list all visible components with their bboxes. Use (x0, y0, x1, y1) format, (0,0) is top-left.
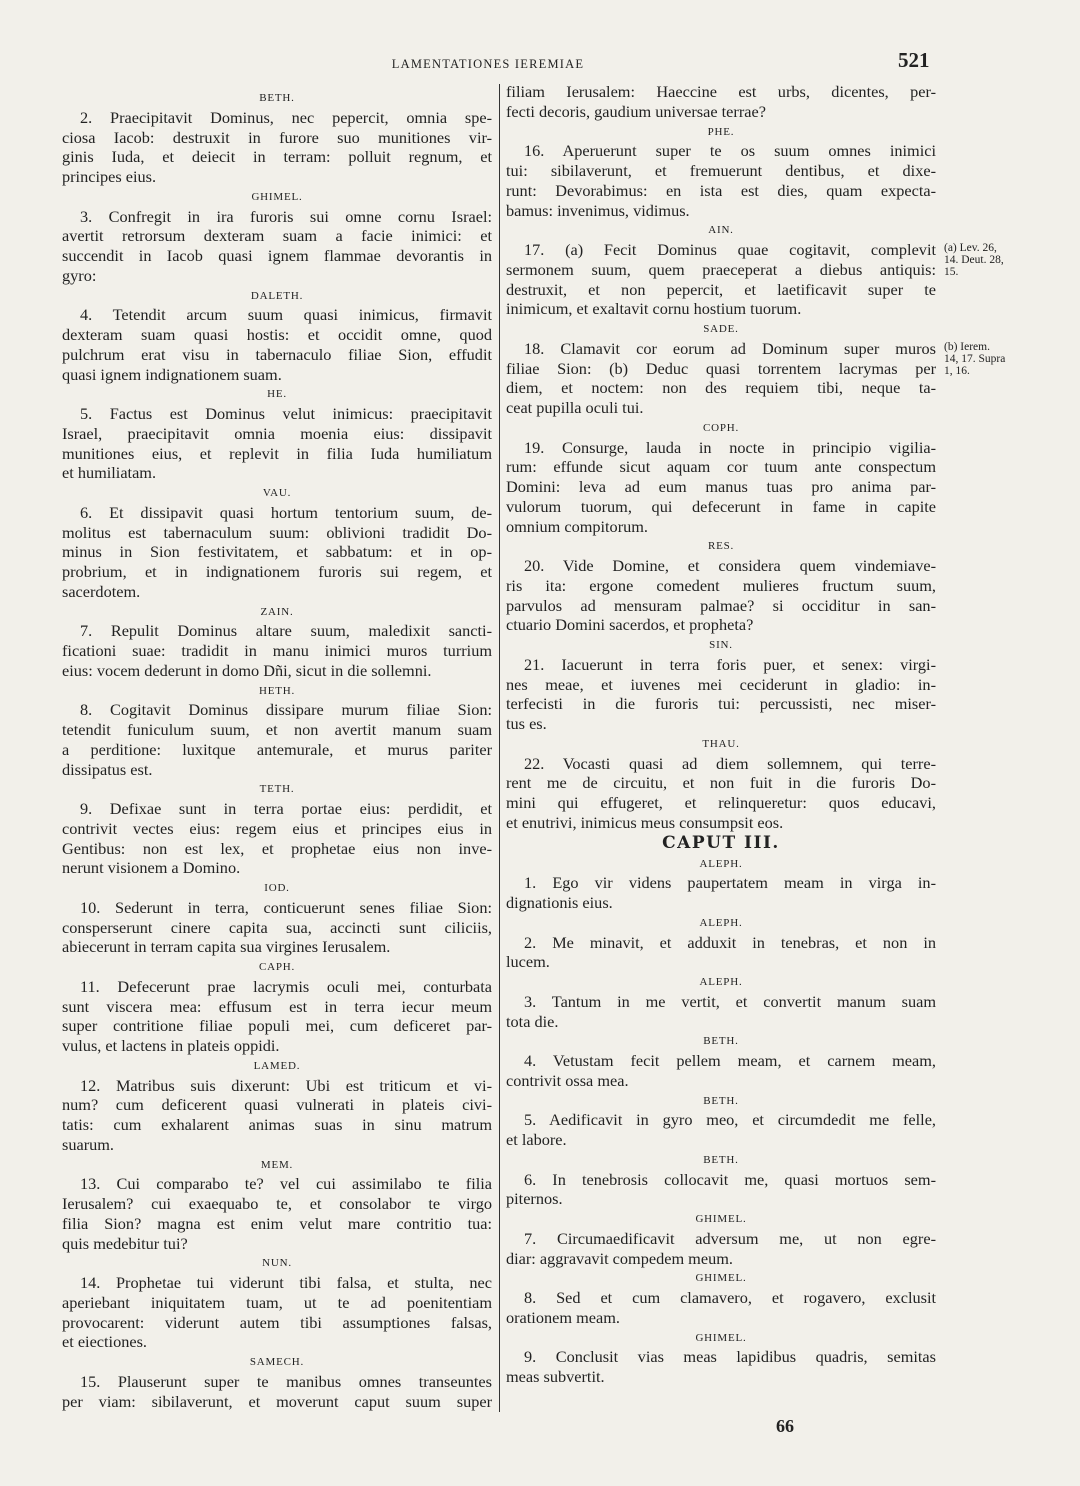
verse-line: inimicum, et exaltavit cornu hostium tuorum. (506, 299, 802, 319)
verse (506, 873, 936, 913)
verse-line: diar: aggravavit compedem meum. (506, 1248, 733, 1268)
verse-line: sunt viscera mea: effusum est in terra iecur meum (62, 996, 492, 1016)
verse-line: 13. Cui comparabo te? vel cui assimilabo te filia (80, 1174, 492, 1194)
verse-line: 3. Tantum in me vertit, et convertit manum suam (524, 991, 936, 1011)
letter-heading: BETH. (703, 1035, 739, 1048)
verse (506, 754, 936, 833)
verse-line: per viam: sibilaverunt, et moverunt caput suum super (62, 1391, 492, 1411)
verse-line: eius: vocem dederunt in domo Dñi, sicut in die sollemni. (62, 660, 432, 680)
margin-note-line: (a) Lev. 26, (944, 242, 997, 254)
verse-line: 10. Sederunt in terra, conticuerunt senes filiae Sion: (80, 897, 492, 917)
signature-mark: 66 (776, 1416, 794, 1436)
verse-line: munitiones eius, et replevit in filia Iuda humiliatum (62, 443, 492, 463)
verse-line: 5. Aedificavit in gyro meo, et circumdedit me felle, (524, 1110, 936, 1130)
page-number: 521 (898, 48, 930, 72)
letter-heading: DALETH. (250, 289, 304, 302)
verse (62, 404, 492, 483)
verse-line: principes eius. (62, 167, 157, 186)
letter-heading: ALEPH. (699, 916, 743, 929)
verse (506, 1051, 936, 1091)
left-column (62, 88, 492, 1411)
verse-line: piternos. (506, 1189, 563, 1209)
verse-line: 6. In tenebrosis collocavit me, quasi mortuos sem- (524, 1169, 936, 1189)
margin-note (944, 242, 1034, 278)
letter-heading: LAMED. (253, 1059, 301, 1072)
letter-heading: GHIMEL. (251, 190, 303, 203)
letter-heading: GHIMEL. (695, 1331, 747, 1344)
verse (506, 992, 936, 1032)
verse (62, 1273, 492, 1352)
letter-heading: GHIMEL. (695, 1213, 747, 1225)
verse-line: runt: Devorabimus: en ista est dies, quam expecta- (506, 180, 936, 200)
verse-line: 6. Et dissipavit quasi hortum tentorium suum, de- (80, 502, 492, 522)
verse-line: minus in Sion festivitatem, et sabbatum: et in op- (62, 542, 492, 562)
verse-line: et humiliatam. (62, 463, 157, 483)
verse-line: lucem. (506, 952, 550, 972)
verse-line: 17. (a) Fecit Dominus quae cogitavit, complevit (524, 240, 936, 259)
verse (62, 621, 492, 680)
verse-line: 19. Consurge, lauda in nocte in principio vigilia- (524, 437, 936, 457)
verse-line: ginis Iuda, et deiecit in terram: polluit regnum, et (62, 147, 492, 167)
verse-line: num? cum deficerent quasi vulnerati in plateis civi- (62, 1095, 492, 1115)
verse-line: 14. Prophetae tui viderunt tibi falsa, et stulta, nec (80, 1273, 492, 1292)
verse-line: dexteram suam quasi hostis: et occidit omne, quod (62, 325, 492, 344)
verse (62, 108, 492, 187)
letter-heading: SIN. (709, 639, 733, 651)
verse-line: 2. Me minavit, et adduxit in tenebras, et non in (524, 932, 936, 952)
verse-line: nerunt visionem a Domino. (62, 858, 241, 878)
verse-line: 20. Vide Domine, et considera quem vindemiave- (524, 556, 936, 575)
verse-line: 2. Praecipitavit Dominus, nec pepercit, omnia spe- (80, 107, 492, 127)
letter-heading: THAU. (702, 737, 740, 750)
verse-line: filiae Sion: (b) Deduc quasi torrentem lacrymas per (506, 358, 936, 378)
verse-line: meas subvertit. (506, 1367, 605, 1386)
verse (62, 799, 492, 878)
letter-heading: HETH. (258, 684, 296, 697)
verse-line: molitus est tabernaculum suum: oblivioni tradidit Do- (62, 522, 492, 542)
letter-heading: NUN. (262, 1257, 292, 1270)
verse-line: parvulos ad mensuram palmae? si occiditur in san- (506, 595, 936, 615)
letter-heading: CAPH. (258, 961, 296, 973)
verse-line: contrivit vectes eius: regem eius et principes eius in (62, 818, 492, 838)
verse (62, 898, 492, 957)
verse-line: 21. Iacuerunt in terra foris puer, et senex: virgi- (524, 654, 936, 674)
verse (62, 1076, 492, 1155)
verse-line: destruxit, et non pepercit, et laetificavit super te (506, 279, 936, 299)
verse (62, 1174, 492, 1253)
verse (62, 977, 492, 1056)
verse (506, 1110, 936, 1150)
letter-heading: VAU. (262, 487, 292, 499)
verse-line: contrivit ossa mea. (506, 1070, 629, 1090)
margin-note-line: 15. (944, 266, 959, 278)
verse-line: abiecerunt in terram capita sua virgines Ierusalem. (62, 937, 391, 957)
letter-heading: PHE. (707, 125, 735, 138)
verse-line: 4. Tetendit arcum suum quasi inimicus, firmavit (80, 305, 492, 325)
verse (62, 305, 492, 384)
verse-line: tatis: cum exhalarent animas suas in sinu matrum (62, 1115, 492, 1134)
verse-line: 8. Sed et cum clamavero, et rogavero, exclusit (524, 1288, 936, 1307)
column-divider (499, 84, 500, 1412)
verse-line: mini qui effugeret, et relinqueretur: quos educavi, (506, 793, 936, 812)
verse-line: 3. Confregit in ira furoris sui omne cornu Israel: (80, 206, 492, 226)
letter-heading: AIN. (708, 224, 734, 237)
right-column (506, 82, 1006, 1387)
margin-note-line: 14, 17. Supra (944, 352, 1006, 365)
verse-line: rum: effunde sicut aquam cor tuum ante conspectum (506, 457, 936, 477)
verse (506, 1170, 936, 1210)
verse (506, 655, 936, 734)
letter-heading: BETH. (259, 92, 295, 104)
verse-line: dignationis eius. (506, 893, 613, 912)
verse (506, 1229, 936, 1269)
verse-line: Gentibus: non est lex, et prophetae eius non inve- (62, 838, 492, 858)
letter-heading: BETH. (703, 1094, 739, 1107)
running-title: LAMENTATIONES IEREMIAE (391, 57, 585, 71)
verse-line: suarum. (62, 1134, 114, 1154)
verse-line: et eiectiones. (62, 1332, 147, 1352)
letter-heading: BETH. (703, 1153, 739, 1166)
verse-line: 1. Ego vir videns paupertatem meam in virga in- (524, 873, 936, 893)
verse-line: ctuario Domini sacerdos, et propheta? (506, 615, 754, 635)
letter-heading: GHIMEL. (695, 1272, 747, 1285)
verse (506, 82, 936, 122)
verse-line: 12. Matribus suis dixerunt: Ubi est triticum et vi- (80, 1075, 492, 1095)
letter-heading: SADE. (703, 323, 739, 335)
verse-line: rent me de circuitu, et non fuit in die furoris Do- (506, 773, 936, 793)
verse-line: Domini: leva ad eum manus tuas pro anima par- (506, 477, 936, 496)
verse-line: omnium compitorum. (506, 516, 648, 536)
verse-line: fecti decoris, gaudium universae terrae? (506, 101, 766, 121)
verse (62, 503, 492, 602)
verse-line: filia Sion? magna est enim velut mare contritio tua: (62, 1213, 492, 1233)
verse (506, 556, 936, 635)
verse-line: bamus: invenimus, vidimus. (506, 200, 690, 220)
verse-line: 7. Circumaedificavit adversum me, ut non egre- (524, 1228, 936, 1248)
verse-line: 5. Factus est Dominus velut inimicus: praecipitavit (80, 404, 492, 423)
verse-line: et enutrivi, inimicus meus consumpsit eos. (506, 812, 784, 832)
verse-line: 16. Aperuerunt super te os suum omnes inimici (524, 141, 936, 161)
verse-line: avertit retrorsum dexteram suam a facie inimici: et (62, 226, 492, 246)
verse-line: vulorum tuorum, qui defecerunt in fame in capite (506, 496, 936, 516)
verse-line: vulus, et lactens in plateis oppidi. (62, 1036, 280, 1055)
verse-line: 18. Clamavit cor eorum ad Dominum super muros (524, 338, 936, 358)
verse-line: succendit in Iacob quasi ignem flammae devorantis in (62, 246, 492, 265)
verse-line: 9. Defixae sunt in terra portae eius: perdidit, et (80, 799, 492, 818)
verse-line: 8. Cogitavit Dominus dissipare murum filiae Sion: (80, 700, 492, 720)
verse-line: ris ita: ergone comedent mulieres fructum suum, (506, 575, 936, 595)
verse-line: et labore. (506, 1130, 567, 1149)
verse-line: Ierusalem? cui exaequabo te, et consolabor te virgo (62, 1194, 492, 1213)
verse (62, 207, 492, 286)
verse (506, 438, 936, 537)
verse-line: quis medebitur tui? (62, 1233, 188, 1253)
verse-line: provocarent: viderunt autem tibi assumptiones falsas, (62, 1312, 492, 1332)
verse-line: Israel, praecipitavit omnia moenia eius: dissipavit (62, 423, 492, 443)
verse-line: terfecisti in die furoris tui: percussisti, nec miser- (506, 694, 936, 714)
margin-note-line: (b) Ierem. (944, 340, 990, 353)
verse-line: probrium, et in indignationem furoris sui regem, et (62, 562, 492, 581)
verse-line: 22. Vocasti quasi ad diem sollemnem, qui terre- (524, 753, 936, 773)
letter-heading: SAMECH. (249, 1356, 305, 1368)
verse-line: diem, et noctem: non des requiem tibi, neque ta- (506, 378, 936, 398)
verse-line: 9. Conclusit vias meas lapidibus quadris, semitas (524, 1347, 936, 1367)
letter-heading: MEM. (260, 1158, 294, 1171)
verse-line: ciosa Iacob: destruxit in furore suo munitiones vir- (62, 127, 492, 147)
verse-line: super contritione filiae populi mei, cum deficeret par- (62, 1016, 492, 1036)
verse-line: consperserunt cinere capita sua, accincti sunt ciliciis, (62, 917, 492, 937)
verse-line: ceat pupilla oculi tui. (506, 398, 644, 417)
verse-line: filiam Ierusalem: Haeccine est urbs, dicentes, per- (506, 82, 936, 101)
verse-line: ficationi suae: tradidit in manu inimici muros turrium (62, 641, 492, 660)
verse-line: orationem meam. (506, 1307, 620, 1327)
letter-heading: TETH. (259, 783, 295, 796)
verse (506, 240, 1004, 319)
verse-line: 11. Defecerunt prae lacrymis oculi mei, conturbata (80, 976, 492, 996)
verse (506, 933, 936, 973)
verse-line: quasi ignem indignationem suam. (62, 364, 282, 384)
verse-line: tui: sibilaverunt, et fremuerunt dentibus, et dixe- (506, 161, 936, 180)
verse-line: pulchrum erat visu in tabernaculo filiae Sion, effudit (62, 344, 492, 364)
margin-note-line: 1, 16. (944, 364, 970, 377)
verse-line: sacerdotem. (62, 581, 141, 601)
verse-line: dissipatus est. (62, 759, 153, 779)
verse-line: nes meae, et iuvenes mei ceciderunt in gladio: in- (506, 674, 936, 694)
letter-heading: IOD. (264, 882, 290, 894)
verse-line: aperiebant iniquitatem tuam, ut te ad poenitentiam (62, 1292, 492, 1312)
margin-note (944, 341, 1034, 377)
letter-heading: ZAIN. (260, 605, 294, 618)
margin-note-line: 14. Deut. 28, (944, 254, 1004, 266)
verse (506, 338, 1006, 418)
letter-heading: ALEPH. (699, 976, 743, 988)
verse-line: tota die. (506, 1011, 559, 1031)
verse (62, 1372, 492, 1412)
verse-line: gyro: (62, 265, 97, 285)
verse-line: tetendit funiculum suum, et non avertit manum suam (62, 720, 492, 739)
verse (506, 1288, 936, 1328)
verse-line: 7. Repulit Dominus altare suum, maledixit sancti- (80, 621, 492, 641)
verse (506, 1347, 936, 1387)
verse-line: 4. Vetustam fecit pellem meam, et carnem meam, (524, 1051, 936, 1070)
verse-line: tus es. (506, 714, 547, 733)
verse (62, 700, 492, 779)
letter-heading: RES. (707, 540, 735, 553)
verse-line: 15. Plauserunt super te manibus omnes transeuntes (80, 1371, 492, 1391)
letter-heading: ALEPH. (699, 857, 743, 870)
letter-heading: HE. (267, 388, 287, 401)
letter-heading: COPH. (702, 421, 740, 434)
verse-line: sermonem suum, quem praeceperat a diebus antiquis: (506, 259, 936, 279)
verse (506, 141, 936, 220)
verse-line: a perditione: luxitque antemurale, et murus pariter (62, 739, 492, 759)
chapter-heading: CAPUT III. (662, 832, 780, 853)
